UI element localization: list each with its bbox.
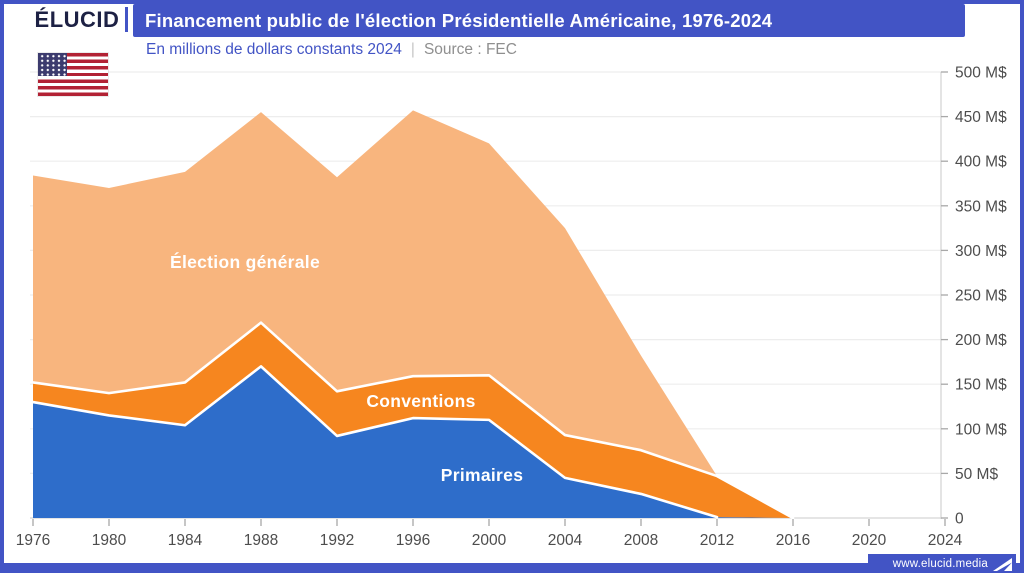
x-tick-label: 2024 — [927, 532, 963, 549]
subtitle-text: En millions de dollars constants 2024 — [146, 41, 402, 58]
y-tick-label: 0 — [955, 510, 964, 528]
x-tick-label: 1996 — [395, 532, 431, 549]
x-tick-label: 2020 — [851, 532, 887, 549]
paper-plane-icon — [993, 557, 1012, 571]
title-bar — [133, 4, 965, 37]
logo-divider — [125, 7, 128, 32]
x-tick-label: 1976 — [15, 532, 51, 549]
x-tick-label: 1992 — [319, 532, 355, 549]
y-tick-label: 350 M$ — [955, 198, 1007, 216]
chart-subtitle — [146, 41, 517, 59]
y-tick-label: 500 M$ — [955, 64, 1007, 82]
us-flag-icon — [38, 53, 108, 96]
x-tick-label: 2008 — [623, 532, 659, 549]
footer-url[interactable]: www.elucid.media — [892, 557, 988, 570]
subtitle-separator: | — [410, 41, 415, 58]
footer-site-tag[interactable] — [868, 554, 1016, 573]
y-tick-label: 200 M$ — [955, 332, 1007, 350]
x-tick-label: 1988 — [243, 532, 279, 549]
y-tick-label: 100 M$ — [955, 421, 1007, 439]
x-tick-label: 1980 — [91, 532, 127, 549]
brand-logo: ÉLUCID — [34, 7, 120, 32]
y-tick-label: 150 M$ — [955, 376, 1007, 394]
y-tick-label: 300 M$ — [955, 242, 1007, 260]
page-title: Financement public de l'élection Présidentielle Américaine, 1976-2024 — [145, 9, 773, 31]
x-tick-label: 2000 — [471, 532, 507, 549]
x-tick-label: 1984 — [167, 532, 203, 549]
us-flag-canton — [38, 53, 67, 76]
x-tick-label: 2016 — [775, 532, 811, 549]
x-tick-label: 2012 — [699, 532, 735, 549]
area-label: Conventions — [366, 391, 476, 411]
x-tick-label: 2004 — [547, 532, 583, 549]
y-tick-label: 250 M$ — [955, 287, 1007, 305]
y-tick-label: 50 M$ — [955, 465, 999, 483]
y-tick-label: 400 M$ — [955, 153, 1007, 171]
area-label: Primaires — [440, 465, 524, 485]
area-label: Élection générale — [169, 252, 321, 272]
subtitle-source: Source : FEC — [423, 41, 517, 58]
y-tick-label: 450 M$ — [955, 109, 1007, 127]
